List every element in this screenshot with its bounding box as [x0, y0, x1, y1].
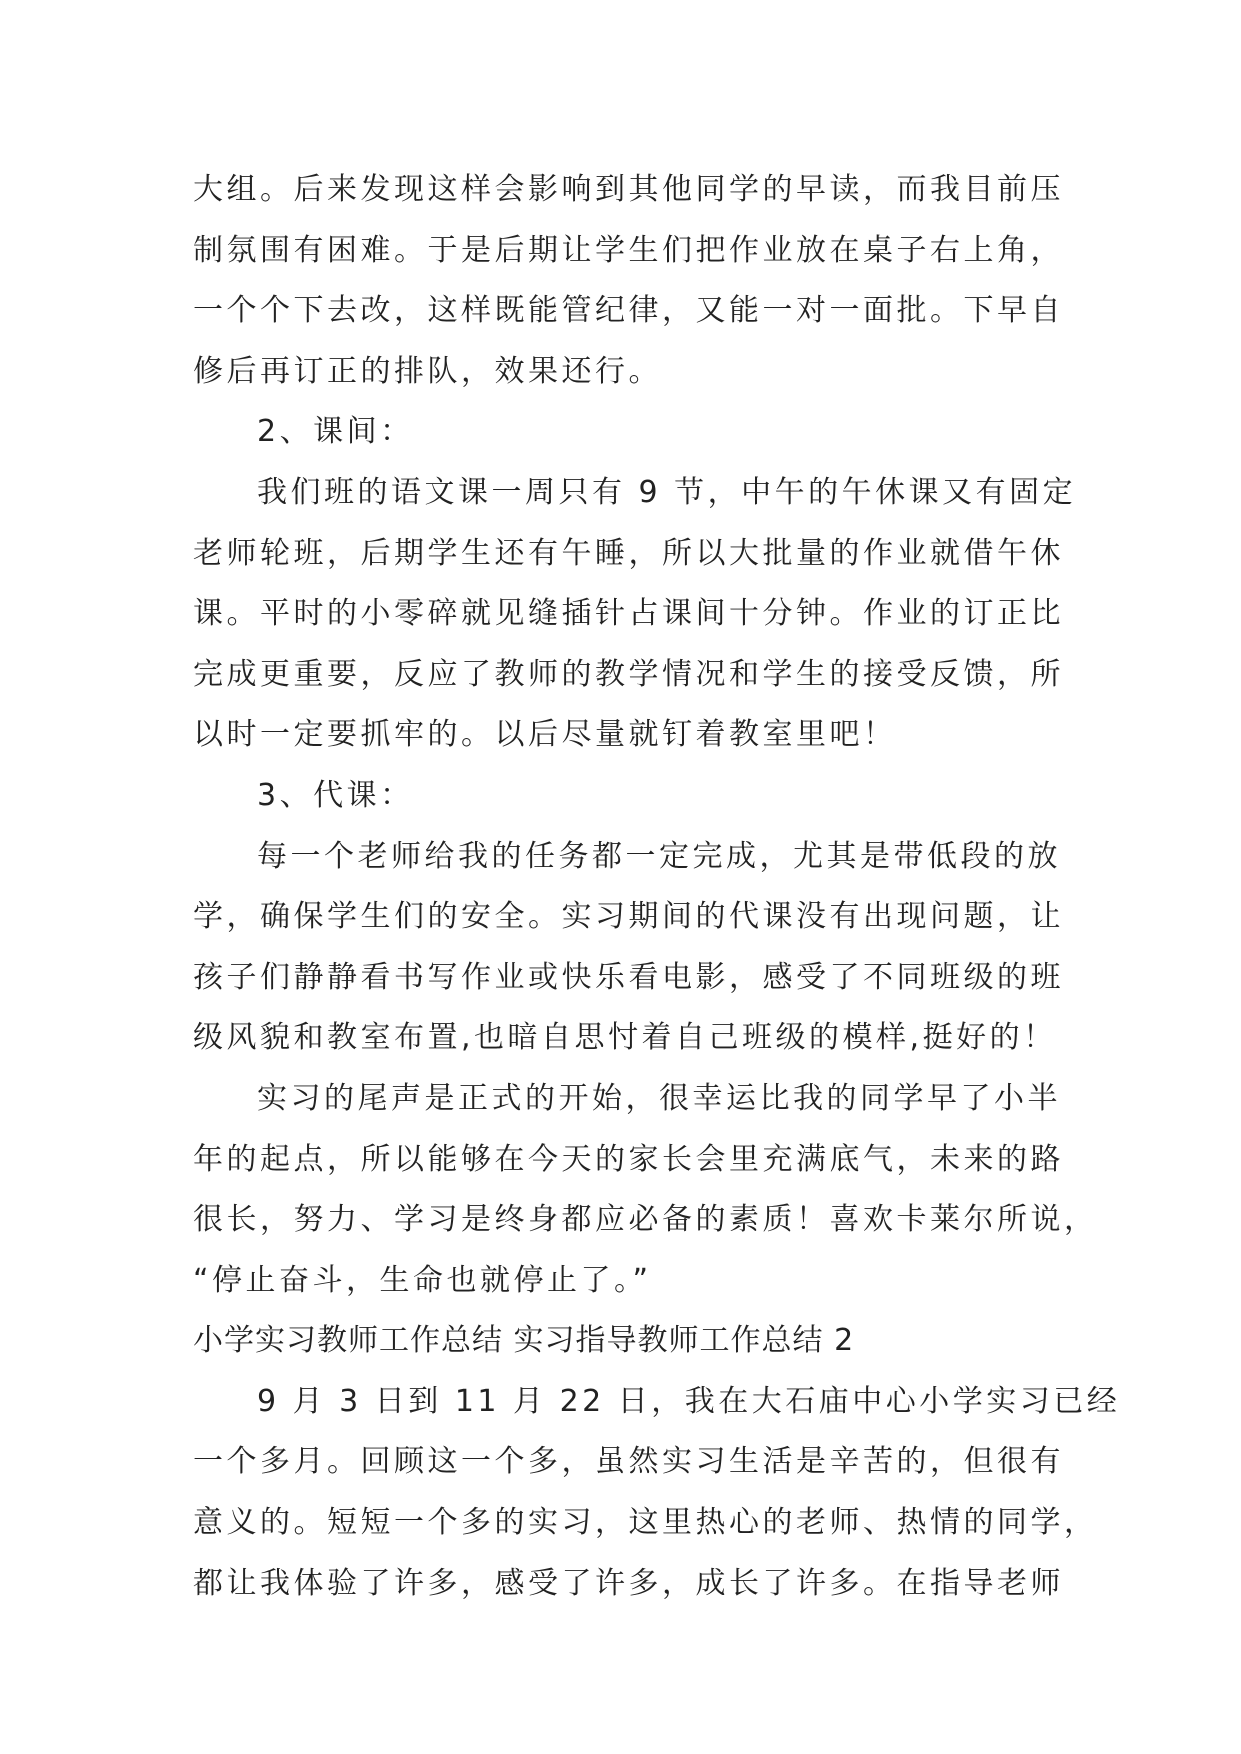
text-line: 一个多月。回顾这一个多，虽然实习生活是辛苦的，但很有: [193, 1444, 1064, 1480]
text-line: 以时一定要抓牢的。以后尽量就钉着教室里吧！: [193, 717, 897, 753]
text-line: 完成更重要，反应了教师的教学情况和学生的接受反馈，所: [193, 656, 1064, 692]
text-line: 大组。后来发现这样会影响到其他同学的早读，而我目前压: [193, 172, 1064, 207]
text-line: 意义的。短短一个多的实习，这里热心的老师、热情的同学，: [193, 1505, 1098, 1541]
text-line: 我们班的语文课一周只有 9 节，中午的午休课又有固定: [257, 474, 1077, 510]
text-line: 很长，努力、学习是终身都应必备的素质！喜欢卡莱尔所说，: [193, 1202, 1098, 1238]
text-line: 修后再订正的排队，效果还行。: [193, 353, 662, 389]
text-line: 一个个下去改，这样既能管纪律，又能一对一面批。下早自: [193, 293, 1064, 329]
text-line: 制氛围有困难。于是后期让学生们把作业放在桌子右上角，: [193, 232, 1064, 268]
text-line: 级风貌和教室布置,也暗自思忖着自己班级的模样,挺好的！: [193, 1020, 1057, 1056]
text-line: 9 月 3 日到 11 月 22 日，我在大石庙中心小学实习已经: [257, 1383, 1121, 1419]
text-line: “停止奋斗，生命也就停止了。”: [193, 1262, 652, 1298]
text-line: 学，确保学生们的安全。实习期间的代课没有出现问题，让: [193, 899, 1064, 935]
text-line: 3、代课：: [257, 777, 414, 813]
text-line: 实习的尾声是正式的开始，很幸运比我的同学早了小半: [257, 1080, 1061, 1116]
text-line: 孩子们静静看书写作业或快乐看电影，感受了不同班级的班: [193, 959, 1064, 995]
text-line: 课。平时的小零碎就见缝插针占课间十分钟。作业的订正比: [193, 596, 1064, 632]
text-line: 都让我体验了许多，感受了许多，成长了许多。在指导老师: [193, 1565, 1064, 1601]
text-line: 年的起点，所以能够在今天的家长会里充满底气，未来的路: [193, 1141, 1064, 1177]
text-line: 2、课间：: [257, 414, 414, 450]
text-line: 老师轮班，后期学生还有午睡，所以大批量的作业就借午休: [193, 535, 1064, 571]
section-title: 小学实习教师工作总结 实习指导教师工作总结 2: [193, 1323, 855, 1359]
document-body: [193, 160, 1121, 1614]
text-line: 每一个老师给我的任务都一定完成，尤其是带低段的放: [257, 838, 1061, 874]
